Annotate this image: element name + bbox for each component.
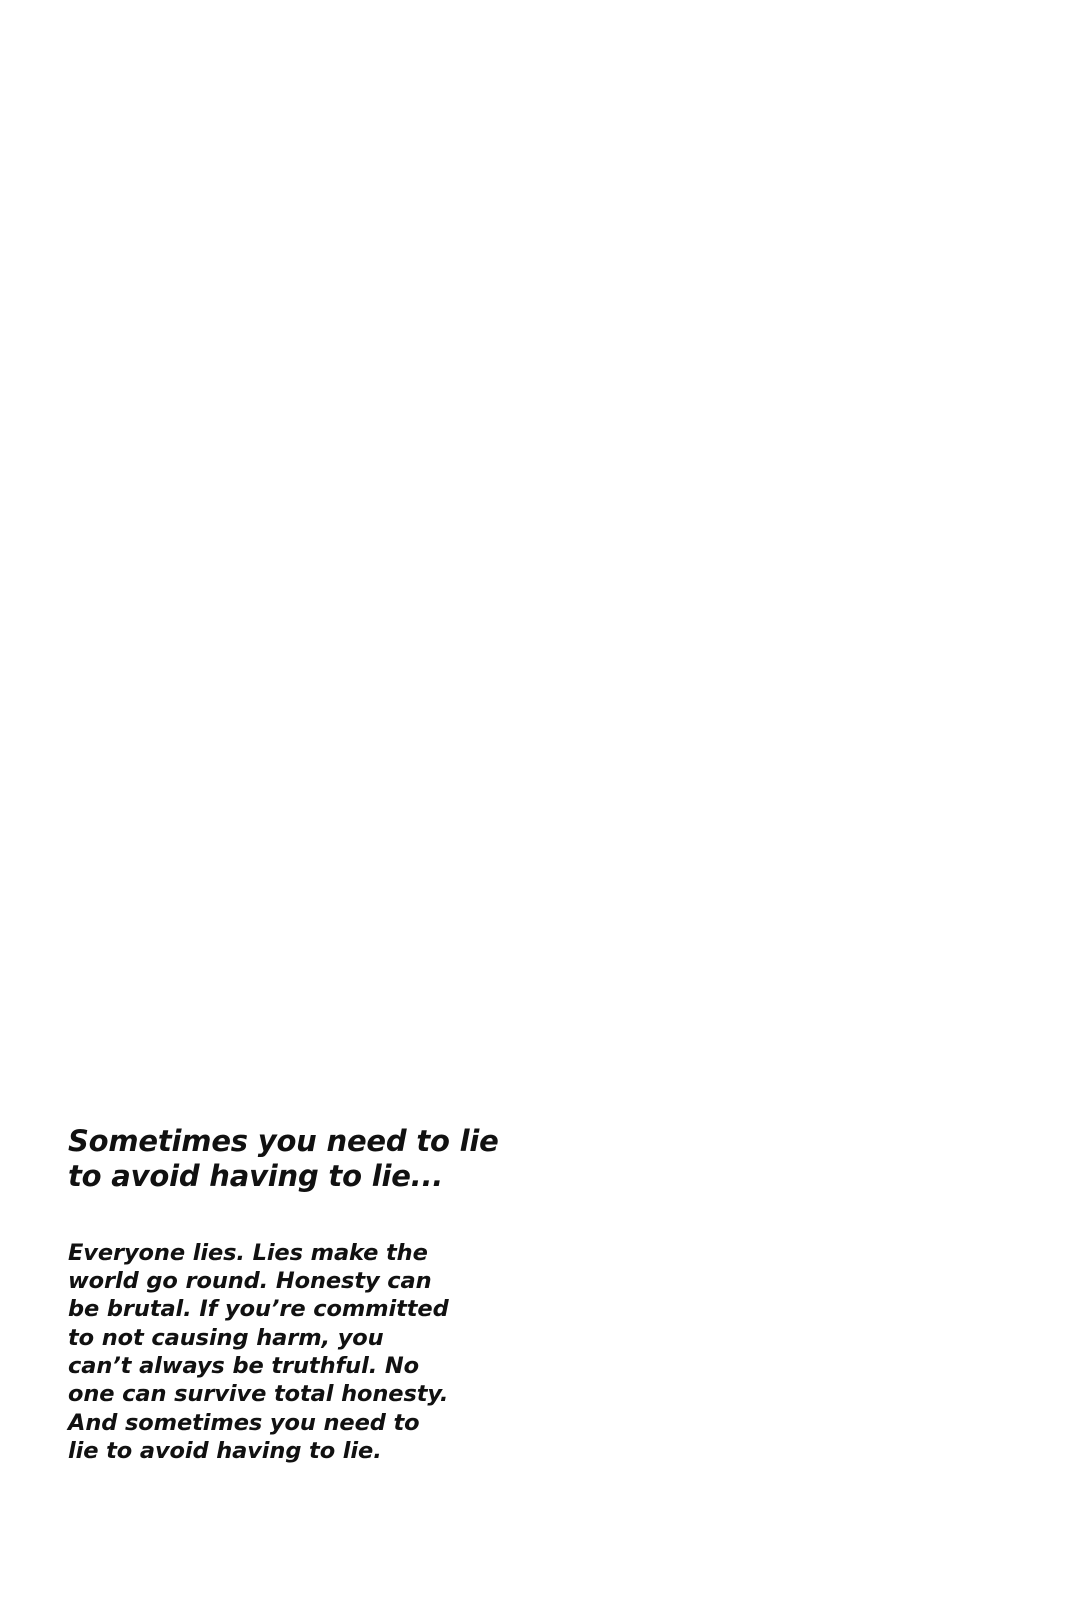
body-line-1: Everyone lies. Lies make the [68,1239,428,1266]
body-line-5: can’t always be truthful. No [68,1353,419,1380]
headline-line-2: to avoid having to lie... [68,1159,444,1194]
body-line-3: be brutal. If you’re committed [68,1296,449,1323]
text-block [68,1124,498,1466]
body-line-4: to not causing harm, you [68,1324,384,1351]
body-paragraph [68,1195,498,1466]
headline-line-1: Sometimes you need to lie [68,1124,499,1158]
body-line-7: And sometimes you need to [68,1409,420,1436]
body-line-8: lie to avoid having to lie. [68,1438,382,1465]
body-line-2: world go round. Honesty can [68,1268,432,1295]
body-line-6: one can survive total honesty. [68,1381,449,1408]
headline [68,1124,498,1195]
